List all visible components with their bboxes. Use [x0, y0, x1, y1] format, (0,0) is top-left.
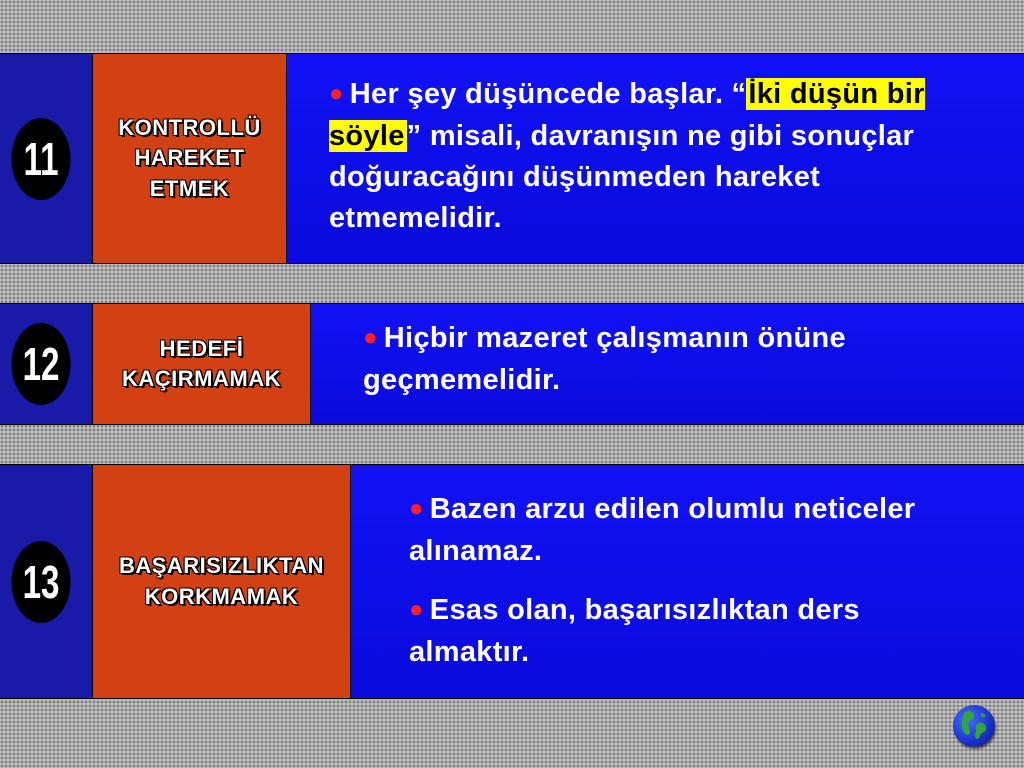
item-number: 13 [11, 541, 70, 623]
item-content [329, 74, 979, 239]
bullet-icon: ● [409, 495, 424, 522]
bullet-icon: ● [363, 324, 378, 351]
title-cell [93, 304, 311, 424]
item-row-11 [0, 53, 1024, 264]
item-number: 11 [11, 118, 70, 200]
content-cell [351, 465, 1024, 698]
item-content [363, 318, 923, 401]
item-number: 12 [11, 323, 70, 405]
paragraph-text: Hiçbir mazeret çalışmanın önüne geçmemelidir. [363, 322, 846, 396]
paragraph-text: Her şey düşüncede başlar. “ [349, 78, 747, 110]
item-content [409, 489, 969, 673]
content-cell [311, 304, 1024, 424]
content-paragraph [409, 590, 969, 673]
paragraph-text: Esas olan, başarısızlıktan ders almaktır. [409, 594, 860, 668]
content-cell [287, 54, 1024, 263]
bullet-icon: ● [409, 596, 424, 623]
globe-icon[interactable] [953, 705, 995, 747]
paragraph-text: Bazen arzu edilen olumlu neticeler alınamaz. [409, 493, 916, 567]
title-cell [93, 465, 351, 698]
item-row-12 [0, 303, 1024, 425]
content-paragraph [363, 318, 923, 401]
number-cell [0, 465, 93, 698]
item-title: HEDEFİ KAÇIRMAMAK [122, 335, 281, 391]
paragraph-text: ” misali, davranışın ne gibi sonuçlar doğuracağını düşünmeden hareket etmemelidir. [329, 120, 915, 234]
item-row-13 [0, 464, 1024, 699]
number-cell [0, 54, 93, 263]
title-cell [93, 54, 287, 263]
item-title: BAŞARISIZLIKTAN KORKMAMAK [118, 553, 325, 609]
number-cell [0, 304, 93, 424]
content-paragraph [329, 74, 979, 239]
highlighted-text: İki düşün bir söyle [329, 78, 925, 152]
item-title: KONTROLLÜ HAREKET ETMEK [118, 114, 261, 201]
content-paragraph [409, 489, 969, 572]
bullet-icon: ● [329, 80, 344, 107]
